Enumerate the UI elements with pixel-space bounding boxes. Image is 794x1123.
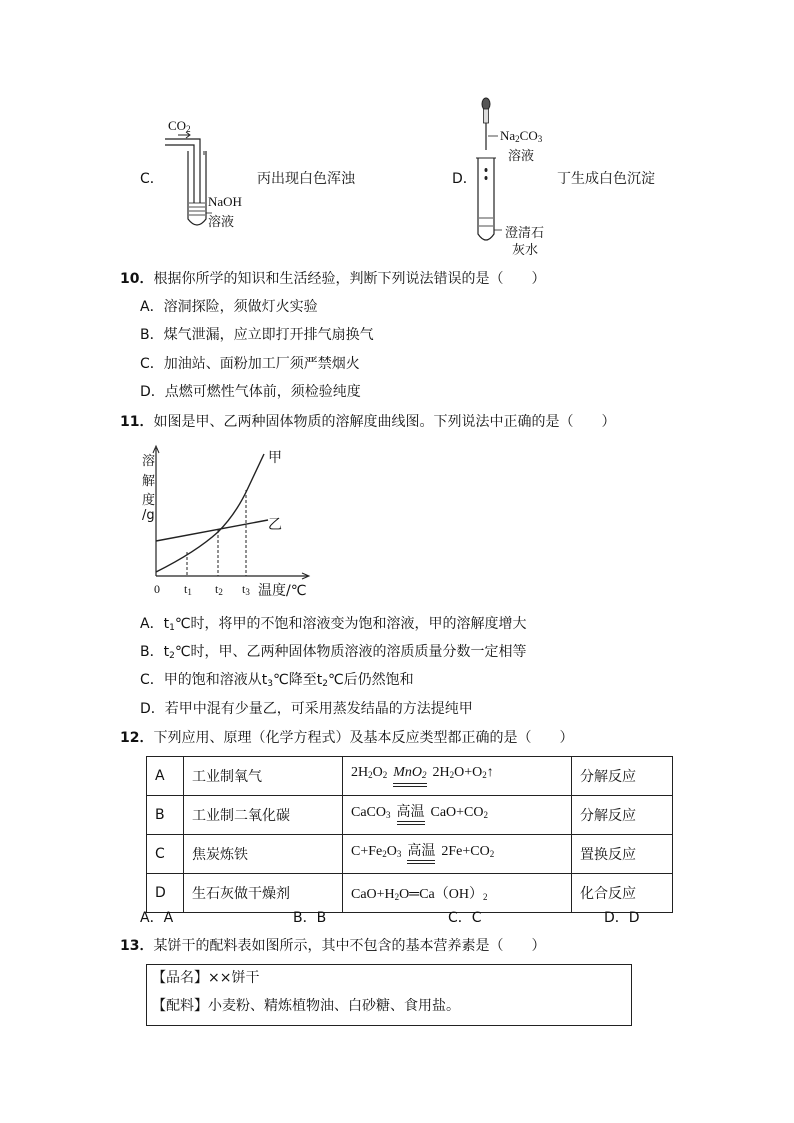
- row-application: 焦炭炼铁: [184, 835, 343, 874]
- q12-answer-b: B．B: [293, 910, 327, 926]
- q11-option-c: C．甲的饱和溶液从$t_3℃$降至$t_2℃$后仍然饱和: [140, 672, 414, 689]
- table-row: [147, 874, 673, 913]
- row-letter: D: [147, 874, 184, 913]
- question-11: 11．如图是甲、乙两种固体物质的溶解度曲线图。下列说法中正确的是（ ）: [120, 414, 616, 430]
- q9-option-c-reagent-solution: 溶液: [208, 215, 235, 230]
- question-12: 12．下列应用、原理（化学方程式）及基本反应类型都正确的是（ ）: [120, 730, 574, 746]
- row-application: 工业制二氧化碳: [184, 796, 343, 835]
- q9-option-d-text: 丁生成白色沉淀: [557, 171, 655, 187]
- graph-ylabel-2: 解: [142, 474, 156, 489]
- row-application: 工业制氧气: [184, 757, 343, 796]
- graph-ylabel-3: 度: [142, 493, 156, 508]
- row-equation: $C+Fe_2O_3$ 高温 $2Fe+CO_2$: [343, 835, 572, 874]
- q9-option-d-letter: D．: [452, 171, 477, 187]
- q9-option-d-reagent-solution: 溶液: [508, 149, 535, 164]
- graph-origin: 0: [154, 582, 160, 596]
- q11-option-a: A．$t_1℃$时，将甲的不饱和溶液变为饱和溶液，甲的溶解度增大: [140, 616, 527, 633]
- reaction-table: [146, 756, 673, 913]
- row-letter: B: [147, 796, 184, 835]
- q12-answer-d: D．D: [604, 910, 640, 926]
- q12-answer-a: A．A: [140, 910, 174, 926]
- graph-tick-t1: $t_1$: [184, 582, 192, 597]
- row-reaction-type: 分解反应: [572, 757, 673, 796]
- graph-ylabel-4: /g: [142, 508, 155, 523]
- row-reaction-type: 分解反应: [572, 796, 673, 835]
- row-letter: A: [147, 757, 184, 796]
- question-13: 13．某饼干的配料表如图所示，其中不包含的基本营养素是（ ）: [120, 938, 546, 954]
- q9-option-d-limewater-2: 灰水: [512, 243, 539, 258]
- q10-option-d: D．点燃可燃性气体前，须检验纯度: [140, 384, 361, 400]
- q9-option-c-reagent: NaOH: [208, 194, 242, 209]
- q9-option-c-text: 丙出现白色浑浊: [257, 171, 355, 187]
- q10-option-c: C．加油站、面粉加工厂须严禁烟火: [140, 356, 360, 372]
- q10-option-b: B．煤气泄漏，应立即打开排气扇换气: [140, 327, 374, 343]
- q12-answer-c: C．C: [448, 910, 482, 926]
- ingredient-list: 【配料】小麦粉、精炼植物油、白砂糖、食用盐。: [152, 998, 460, 1014]
- curve-jia: [156, 454, 264, 572]
- table-row: [147, 757, 673, 796]
- q9-option-d-apparatus: [468, 96, 508, 248]
- table-row: [147, 835, 673, 874]
- row-reaction-type: 置换反应: [572, 835, 673, 874]
- q11-option-d: D．若甲中混有少量乙，可采用蒸发结晶的方法提纯甲: [140, 701, 473, 717]
- table-row: [147, 796, 673, 835]
- row-reaction-type: 化合反应: [572, 874, 673, 913]
- q9-option-c-letter: C．: [140, 171, 164, 187]
- row-equation: CaCO$_3$ 高温 $CaO+CO_2$: [343, 796, 572, 835]
- curve-yi-label: 乙: [268, 517, 282, 533]
- row-letter: C: [147, 835, 184, 874]
- graph-ylabel-1: 溶: [142, 454, 156, 469]
- graph-tick-t2: $t_2$: [215, 582, 223, 597]
- q9-option-d-reagent: $Na_2CO_3$: [500, 128, 543, 144]
- q10-option-a: A．溶洞探险，须做灯火实验: [140, 299, 318, 315]
- graph-xlabel: 温度/℃: [258, 583, 307, 599]
- row-equation: $CaO+H_2O═Ca(OH)_2$: [343, 874, 572, 913]
- question-10: 10．根据你所学的知识和生活经验，判断下列说法错误的是（ ）: [120, 271, 546, 287]
- row-application: 生石灰做干燥剂: [184, 874, 343, 913]
- q11-option-b: B．$t_2℃$时，甲、乙两种固体物质溶液的溶质质量分数一定相等: [140, 644, 527, 661]
- ingredient-product-name: 【品名】××饼干: [152, 970, 260, 986]
- q9-option-d-limewater-1: 澄清石: [505, 226, 545, 241]
- curve-jia-label: 甲: [268, 450, 282, 466]
- graph-tick-t3: $t_3$: [242, 582, 250, 597]
- row-equation: $2H_2O_2$ MnO$_2$ $2H_2O+O_2↑$: [343, 757, 572, 796]
- q9-option-c-gas-label: $CO_2$: [168, 118, 191, 134]
